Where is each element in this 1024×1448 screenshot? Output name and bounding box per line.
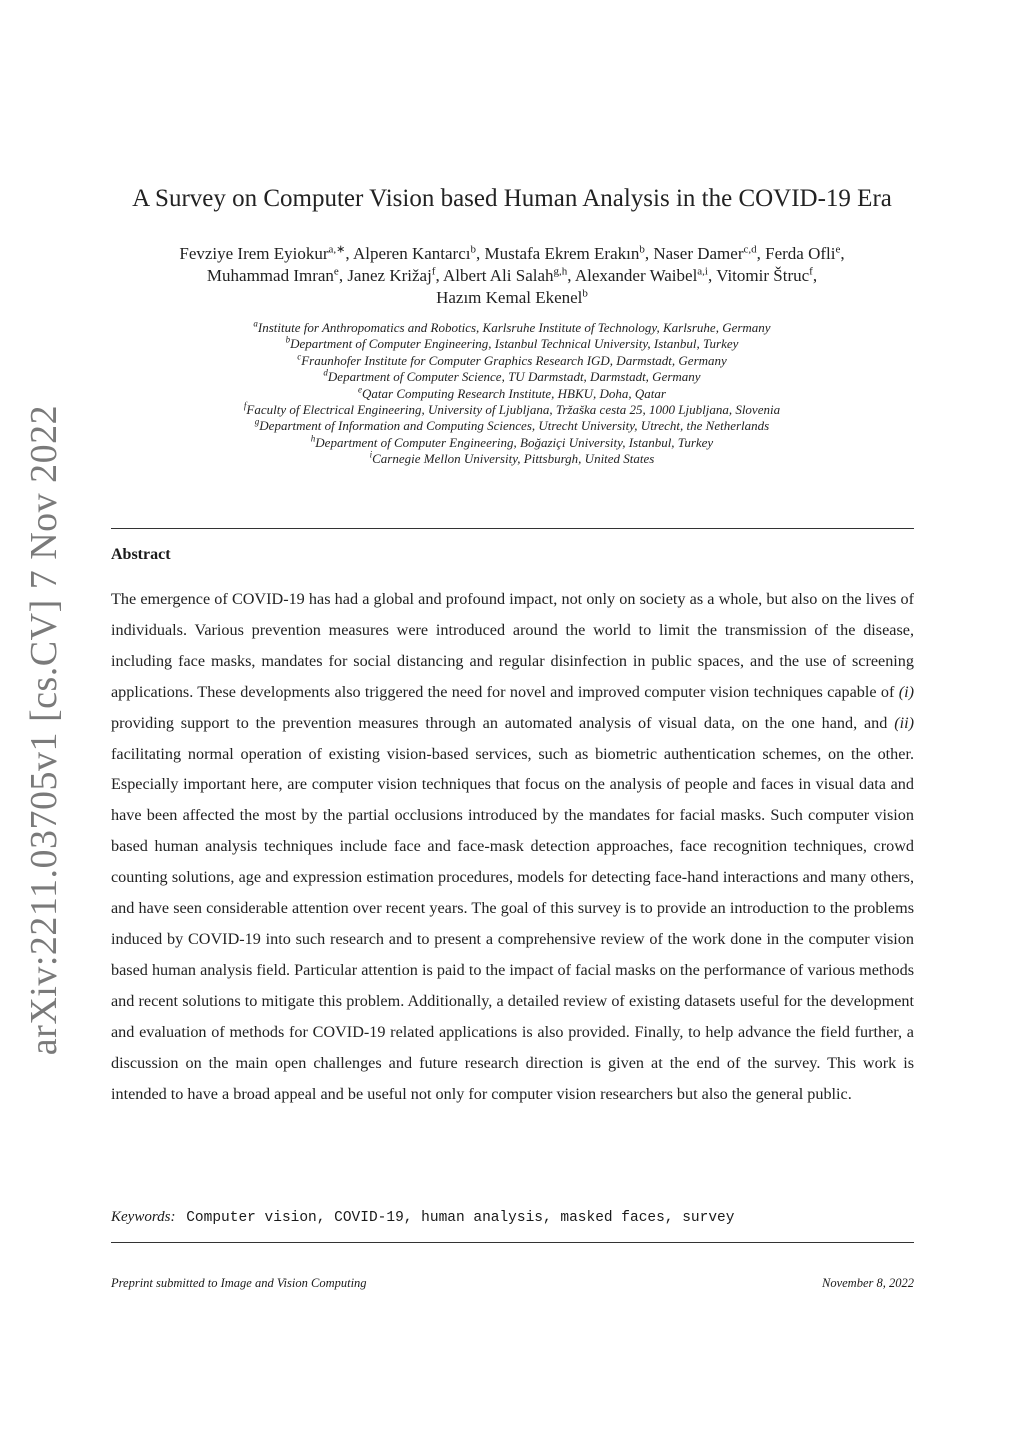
affiliation-marker: b xyxy=(285,335,291,346)
keywords-list: Computer vision, COVID-19, human analysis, masked faces, survey xyxy=(186,1210,735,1226)
affiliation-line xyxy=(112,435,912,451)
abstract-text: The emergence of COVID-19 has had a global and profound impact, not only on society as a whole, but also on the lives of individuals. Various prevention measures were introduced around the world to limit the transmission of the disease, including face masks, mandates for social distancing and regular disinfection in public spaces, and the use of screening applications. These developments also triggered the need for novel and improved computer vision techniques capable of xyxy=(111,590,914,701)
affiliation-text: Carnegie Mellon University, Pittsburgh, United States xyxy=(372,451,655,467)
author-name: Hazım Kemal Ekenel xyxy=(436,288,583,307)
affiliation-line xyxy=(112,402,912,418)
affiliation-text: Qatar Computing Research Institute, HBKU, Doha, Qatar xyxy=(362,385,666,401)
affiliation-line xyxy=(112,353,912,369)
affiliation-marker: g xyxy=(254,417,260,428)
abstract-text: providing support to the prevention measures through an automated analysis of visual data, on the one hand, and xyxy=(111,713,895,732)
author-name: Fevziye Irem Eyiokur xyxy=(179,244,329,263)
author-name: Alperen Kantarcı xyxy=(352,244,471,263)
author-list: Fevziye Irem Eyiokur$^{a,∗}$, Alperen Kantarcı$^b$, Mustafa Ekrem Erakın$^b$, Naser Damer$^{c,d}$, Ferda Ofli$^e$, Muhammad Imran$^e$, Janez Križaj$^f$, Albert Ali Salah$^{g,h}$, Alexander Waibel$^{a,i}$, Vitomir Štruc$^f$, Hazım Kemal Ekenel$^b$ xyxy=(179,243,845,307)
author-name: Albert Ali Salah xyxy=(443,266,554,285)
abstract-heading: Abstract xyxy=(111,546,171,563)
author-name: Naser Damer xyxy=(653,244,744,263)
preprint-note: Preprint submitted to Image and Vision Computing xyxy=(111,1276,367,1290)
affiliation-marker: i xyxy=(369,449,373,460)
affiliation-text: Institute for Anthropomatics and Robotics, Karlsruhe Institute of Technology, Karlsruhe, Germany xyxy=(257,320,771,335)
author-affiliation-marker: b xyxy=(582,287,588,300)
author-name: Alexander Waibel xyxy=(574,266,698,285)
author-affiliation-marker: a,∗ xyxy=(328,243,346,256)
affiliation-marker: h xyxy=(310,433,316,444)
author-affiliation-marker: e xyxy=(835,243,841,256)
abstract-emphasis: (i) xyxy=(898,682,914,701)
arxiv-identifier-stamp: arXiv:2211.03705v1 [cs.CV] 7 Nov 2022 xyxy=(23,404,65,1056)
affiliation-marker: d xyxy=(323,367,328,378)
paper-title: A Survey on Computer Vision based Human Analysis in the COVID-19 Era xyxy=(132,185,892,212)
author-name: Vitomir Štruc xyxy=(716,266,810,285)
author-affiliation-marker: e xyxy=(333,265,339,278)
abstract-bottom-rule xyxy=(111,1242,914,1243)
preprint-date: November 8, 2022 xyxy=(822,1276,914,1290)
affiliation-line xyxy=(112,418,912,434)
affiliation-line xyxy=(112,451,912,467)
affiliation-text: Department of Computer Engineering, Boğaziçi University, Istanbul, Turkey xyxy=(315,434,714,450)
affiliation-line xyxy=(112,386,912,402)
keywords-label: Keywords: xyxy=(111,1209,176,1225)
affiliation-line xyxy=(112,369,912,385)
affiliation-line xyxy=(112,320,912,336)
abstract-emphasis: (ii) xyxy=(894,713,914,732)
author-name: Janez Križaj xyxy=(347,266,432,285)
author-affiliation-marker: g,h xyxy=(553,265,568,278)
affiliation-text: Department of Computer Science, TU Darmstadt, Darmstadt, Germany xyxy=(327,369,701,385)
affiliation-marker: c xyxy=(297,351,302,362)
affiliation-text: Faculty of Electrical Engineering, University of Ljubljana, Tržaška cesta 25, 1000 Ljubljana, Slovenia xyxy=(246,402,781,418)
keywords-line xyxy=(111,1207,734,1226)
author-affiliation-marker: b xyxy=(639,243,645,256)
abstract-body xyxy=(111,584,914,1109)
abstract-text: facilitating normal operation of existing vision-based services, such as biometric authentication schemes, on the other. Especially important here, are computer vision techniques that focus on the analysis of people and faces in visual data and have been affected the most by the partial occlusions introduced by the mandates for facial masks. Such computer vision based human analysis techniques include face and face-mask detection approaches, face recognition techniques, crowd counting solutions, age and expression estimation procedures, models for detecting face-hand interactions and many others, and have seen considerable attention over recent years. The goal of this survey is to provide an introduction to the problems induced by COVID-19 into such research and to present a comprehensive review of the work done in the computer vision based human analysis field. Particular attention is paid to the impact of facial masks on the performance of various methods and recent solutions to mitigate this problem. Additionally, a detailed review of existing datasets useful for the development and evaluation of methods for COVID-19 related applications is also provided. Finally, to help advance the field further, a discussion on the main open challenges and future research direction is given at the end of the survey. This work is intended to have a broad appeal and be useful not only for computer vision researchers but also the general public. xyxy=(111,744,914,1103)
affiliation-marker: e xyxy=(358,384,363,395)
author-affiliation-marker: b xyxy=(470,243,476,256)
affiliation-text: Department of Information and Computing Sciences, Utrecht University, Utrecht, the Netherlands xyxy=(259,418,770,434)
affiliation-line xyxy=(112,336,912,352)
abstract-top-rule xyxy=(111,528,914,529)
author-affiliation-marker: f xyxy=(431,265,436,278)
author-affiliation-marker: f xyxy=(809,265,813,278)
author-affiliation-marker: c,d xyxy=(743,243,757,256)
affiliation-marker: f xyxy=(243,400,247,411)
author-name: Mustafa Ekrem Erakın xyxy=(484,244,640,263)
affiliation-text: Department of Computer Engineering, Istanbul Technical University, Istanbul, Turkey xyxy=(290,336,739,352)
author-affiliation-marker: a,i xyxy=(697,265,708,278)
author-name: Ferda Ofli xyxy=(765,244,836,263)
author-name: Muhammad Imran xyxy=(206,266,334,285)
affiliation-marker: a xyxy=(253,318,258,329)
affiliation-list xyxy=(112,320,912,468)
affiliation-text: Fraunhofer Institute for Computer Graphics Research IGD, Darmstadt, Germany xyxy=(301,352,727,368)
